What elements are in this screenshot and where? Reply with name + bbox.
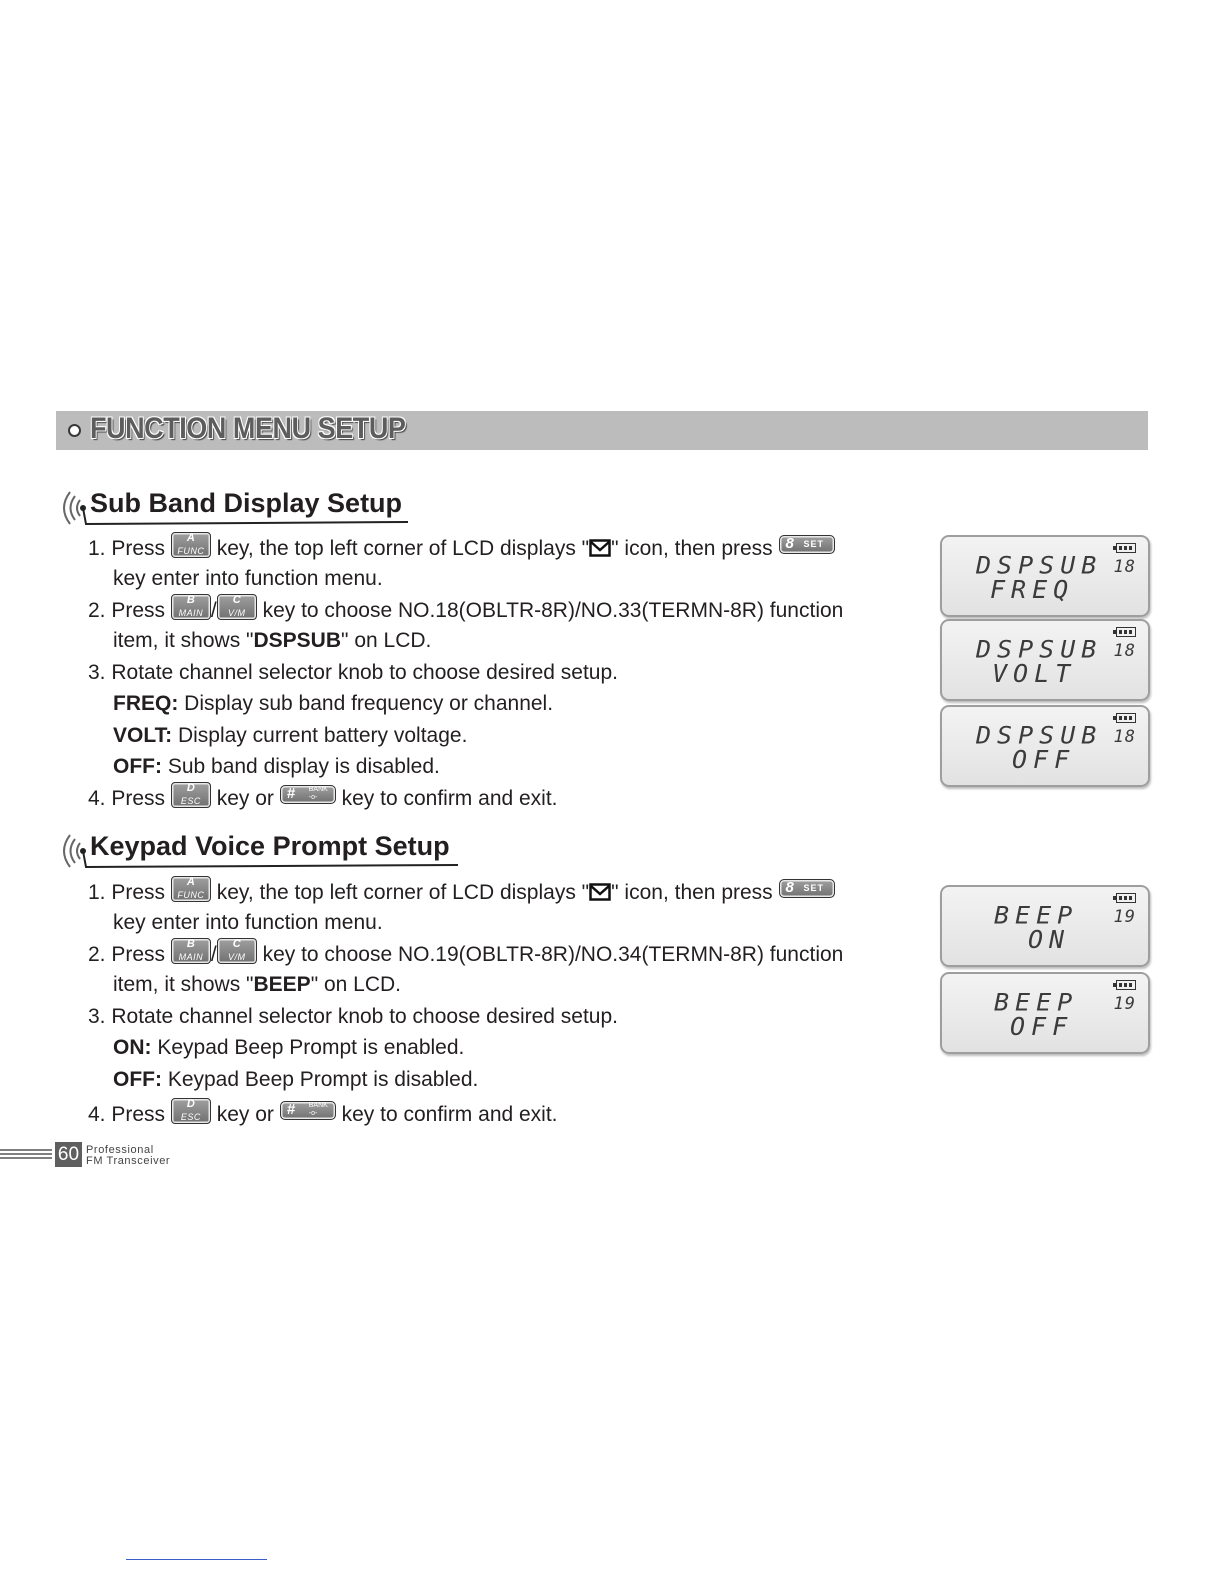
option-on: ON: Keypad Beep Prompt is enabled. — [113, 1036, 465, 1059]
step-1-continued: key enter into function menu. — [113, 567, 383, 590]
set-key-icon: 8 SET — [779, 879, 835, 898]
envelope-icon — [589, 883, 611, 901]
set-key-icon: 8 SET — [779, 535, 835, 554]
esc-key-icon: D ESC — [171, 1098, 211, 1124]
battery-icon — [1116, 980, 1136, 990]
vm-key-icon: C V/M — [217, 938, 257, 964]
option-volt: VOLT: Display current battery voltage. — [113, 724, 468, 747]
main-key-icon: B MAIN — [171, 938, 211, 964]
bottom-rule — [126, 1559, 267, 1560]
step-4: 4. Press D ESC key or # BANK -o- key to confirm and exit. — [88, 782, 558, 810]
footer-rule — [0, 1148, 52, 1160]
battery-icon — [1116, 893, 1136, 903]
step-4: 4. Press D ESC key or # BANK -o- key to confirm and exit. — [88, 1098, 558, 1126]
bank-key-icon: # BANK -o- — [280, 1101, 336, 1120]
battery-icon — [1116, 713, 1136, 723]
page-number: 60 — [55, 1142, 82, 1167]
esc-key-icon: D ESC — [171, 782, 211, 808]
lcd-display: BEEP OFF 19 — [940, 972, 1150, 1054]
func-key-icon: A FUNC — [171, 532, 211, 558]
vm-key-icon: C V/M — [217, 594, 257, 620]
step-3: 3. Rotate channel selector knob to choose desired setup. — [88, 661, 619, 684]
battery-icon — [1116, 543, 1136, 553]
section-heading-text: Sub Band Display Setup — [90, 488, 403, 518]
step-2-continued: item, it shows "DSPSUB" on LCD. — [113, 629, 432, 652]
envelope-icon — [589, 539, 611, 557]
step-1-continued: key enter into function menu. — [113, 911, 383, 934]
lcd-display: DSPSUB OFF 18 — [940, 705, 1150, 787]
option-freq: FREQ: Display sub band frequency or channel. — [113, 692, 554, 715]
lcd-display: DSPSUB FREQ 18 — [940, 535, 1150, 617]
option-off: OFF: Keypad Beep Prompt is disabled. — [113, 1068, 479, 1091]
func-key-icon: A FUNC — [171, 876, 211, 902]
step-2: 2. Press B MAIN / C V/M key to choose NO.19(OBLTR-8R)/NO.34(TERMN-8R) function — [88, 938, 844, 966]
step-1: 1. Press A FUNC key, the top left corner of LCD displays " " icon, then press 8 SET — [88, 532, 835, 564]
page-title: FUNCTION MENU SETUP — [90, 412, 406, 445]
section-header-bar — [56, 411, 1148, 450]
section-heading-sub-band — [56, 488, 436, 532]
step-2-continued: item, it shows "BEEP" on LCD. — [113, 973, 402, 996]
bank-key-icon: # BANK -o- — [280, 785, 336, 804]
step-2: 2. Press B MAIN / C V/M key to choose NO.18(OBLTR-8R)/NO.33(TERMN-8R) function — [88, 594, 844, 622]
lcd-display: DSPSUB VOLT 18 — [940, 619, 1150, 701]
step-1: 1. Press A FUNC key, the top left corner of LCD displays " " icon, then press 8 SET — [88, 876, 835, 908]
lcd-display: BEEP ON 19 — [940, 885, 1150, 967]
option-off: OFF: Sub band display is disabled. — [113, 755, 440, 778]
section-heading-text: Keypad Voice Prompt Setup — [90, 831, 450, 861]
section-heading-keypad-voice — [56, 831, 486, 875]
step-3: 3. Rotate channel selector knob to choose desired setup. — [88, 1005, 619, 1028]
battery-icon — [1116, 627, 1136, 637]
footer-label: Professional FM Transceiver — [86, 1144, 171, 1167]
main-key-icon: B MAIN — [171, 594, 211, 620]
bullet-circle-icon — [68, 424, 81, 437]
